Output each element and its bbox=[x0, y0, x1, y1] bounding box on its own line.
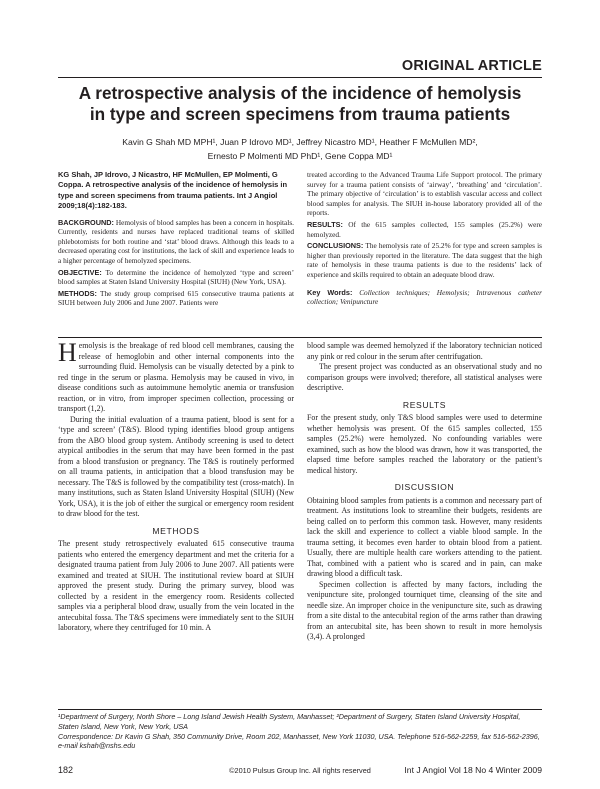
intro-paragraph-1: Hemolysis is the breakage of red blood cell membranes, causing the release of hemoglobin and other internal components into the surrounding fluid. Hemolysis can be visually detected by a pink to red tinge in the serum or plasma. Hemolysis may be caused in vivo, in disease conditions such as autoimmune hemolytic anemia or transfusion reaction, or in vitro, from improper specimen collection, processing or transport (1,2). bbox=[58, 338, 294, 413]
page-footer bbox=[58, 765, 542, 779]
methods-paragraph-2: The present project was conducted as an observational study and no comparison groups were involved; therefore, all statistical analyses were descriptive. bbox=[307, 362, 542, 392]
intro-paragraph-2: During the initial evaluation of a trauma patient, blood is sent for a ‘type and screen’ (T&S). Blood typing identifies blood group antigens from the ABO blood group system. Antibody screening is used to detect atypical antibodies in the serum that may have been formed in the past from a blood transfusion or pregnancy. The T&S is routinely performed on all trauma patients, in anticipation that a blood transfusion may be necessary. The T&S is followed by the compatibility test (cross-match). In many institutions, such as Staten Island University Hospital (SIUH) (New York, USA), it is the job of either the surgical or emergency room resident to draw blood for the test. bbox=[58, 414, 294, 518]
abstract-methods: METHODS: The study group comprised 615 consecutive trauma patients at SIUH between July 2006 and June 2007. Patients were bbox=[58, 288, 294, 308]
methods-heading: METHODS bbox=[152, 525, 200, 536]
keywords: Key Words: Collection techniques; Hemolysis; Intravenous catheter collection; Venipuncture bbox=[307, 287, 542, 307]
journal-citation: Int J Angiol Vol 18 No 4 Winter 2009 bbox=[404, 765, 542, 775]
authors-line-1: Kavin G Shah MD MPH¹, Juan P Idrovo MD¹, Jeffrey Nicastro MD¹, Heather F McMullen MD², bbox=[122, 137, 478, 147]
methods-continued: blood sample was deemed hemolyzed if the laboratory technician noticed any pink or red colour in the serum after centrifugation. bbox=[307, 341, 542, 361]
authors-line-2: Ernesto P Molmenti MD PhD¹, Gene Coppa MD¹ bbox=[207, 151, 393, 161]
body-left-column bbox=[58, 338, 294, 634]
abstract-objective: OBJECTIVE: To determine the incidence of hemolyzed ‘type and screen’ blood samples at Staten Island University Hospital (SIUH) (New York, USA). bbox=[58, 267, 294, 287]
abstract-left-column bbox=[58, 170, 294, 310]
copyright: ©2010 Pulsus Group Inc. All rights reserved bbox=[229, 766, 371, 775]
correspondence-line: Correspondence: Dr Kavin G Shah, 350 Community Drive, Room 202, Manhasset, New York 11030, USA. Telephone 516-562-2259, fax 516-562-2396, e-mail kshah@nshs.edu bbox=[58, 731, 540, 751]
page-number: 182 bbox=[58, 765, 74, 775]
body-right-column bbox=[307, 341, 542, 643]
header-rule bbox=[58, 77, 542, 78]
author-list bbox=[58, 135, 542, 163]
citation: KG Shah, JP Idrovo, J Nicastro, HF McMullen, EP Molmenti, G Coppa. A retrospective analysis of the incidence of hemolysis in type and screen specimens from trauma patients. Int J Angiol 2009;18(4):182-183. bbox=[58, 170, 288, 211]
results-heading: RESULTS bbox=[402, 399, 447, 410]
methods-paragraph-1: The present study retrospectively evaluated 615 consecutive trauma patients who entered the emergency department and met the criteria for a designated trauma patient from July 2006 to June 2007. All patients were examined and treated at SIUH. The institutional review board at SIUH approved the present study. During the primary survey, blood was collected by a resident in the emergency room. Residents collected samples via a peripheral blood draw, usually from the vein located in the antecubital fossa. The T&S specimens were immediately sent to the SIUH laboratory, where they centrifuged for 10 min. A bbox=[58, 539, 294, 632]
drop-cap: H bbox=[58, 338, 77, 367]
abstract-results: RESULTS: Of the 615 samples collected, 155 samples (25.2%) were hemolyzed. bbox=[307, 219, 542, 239]
results-paragraph-1: For the present study, only T&S blood samples were used to determine whether hemolysis was present. Of the 615 samples collected, 155 samples (25.2%) were hemolyzed. No confounding variables were examined, such as how the blood was drawn, how it was transported, the elapsed time before samples reached the laboratory or the patient’s medical history. bbox=[307, 413, 542, 475]
affiliations bbox=[58, 712, 542, 751]
title-line-2: in type and screen specimens from trauma patients bbox=[89, 104, 511, 124]
discussion-paragraph-2: Specimen collection is affected by many factors, including the venipuncture site, prolonged tourniquet time, cleansing of the site and needle size. An improper choice in the venipuncture site, such as drawing from a site distal to the antecubital region of the arms rather than drawing from an antecubital site, has been shown to result in more hemolysis (3,4). A prolonged bbox=[307, 579, 542, 641]
abstract-rule bbox=[58, 337, 542, 338]
affiliation-line: ¹Department of Surgery, North Shore – Long Island Jewish Health System, Manhasset; ²Department of Surgery, Staten Island University Hospital, Staten Island, New York, New York, USA bbox=[58, 712, 521, 731]
article-title bbox=[58, 83, 542, 125]
affiliation-rule bbox=[58, 709, 542, 710]
abstract-conclusions: CONCLUSIONS: The hemolysis rate of 25.2% for type and screen samples is higher than previously reported in the literature. The data suggest that the high rate of hemolysis in these trauma patients is due to the residents’ lack of experience and skills required to obtain an adequate blood draw. bbox=[307, 241, 542, 279]
abstract-right-column bbox=[307, 170, 542, 309]
abstract-methods-continued: treated according to the Advanced Trauma Life Support protocol. The primary survey for a trauma patient consists of ‘airway’, ‘breathing’ and ‘circulation’. The primary objective of ‘circulation’ is to establish vascular access and collect blood samples for analysis. The SIUH in-house laboratory provided all of the reports. bbox=[307, 170, 542, 218]
discussion-heading: DISCUSSION bbox=[394, 482, 455, 492]
title-line-1: A retrospective analysis of the incidence of hemolysis bbox=[78, 83, 522, 103]
discussion-paragraph-1: Obtaining blood samples from patients is a common and necessary part of treatment. As institutions look to streamline their budgets, residents are being called on to perform this common task. However, many residents lack the skill and experience to collect a viable blood sample. In the trauma setting, it becomes even harder to obtain blood from a patient. Usually, there are multiple health care workers attending to the patient. That, combined with a patient who is scared and in pain, can make drawing blood a difficult task. bbox=[307, 495, 542, 578]
abstract-background: BACKGROUND: Hemolysis of blood samples has been a concern in hospitals. Currently, residents and nurses have replaced traditional teams of skilled phlebotomists for both routine and ‘stat’ blood draws. Although this leads to a decreased operating cost for institutions, the lack of skill and experience leads to a higher percentage of hemolyzed specimens. bbox=[58, 217, 294, 265]
section-label: ORIGINAL ARTICLE bbox=[401, 58, 542, 74]
